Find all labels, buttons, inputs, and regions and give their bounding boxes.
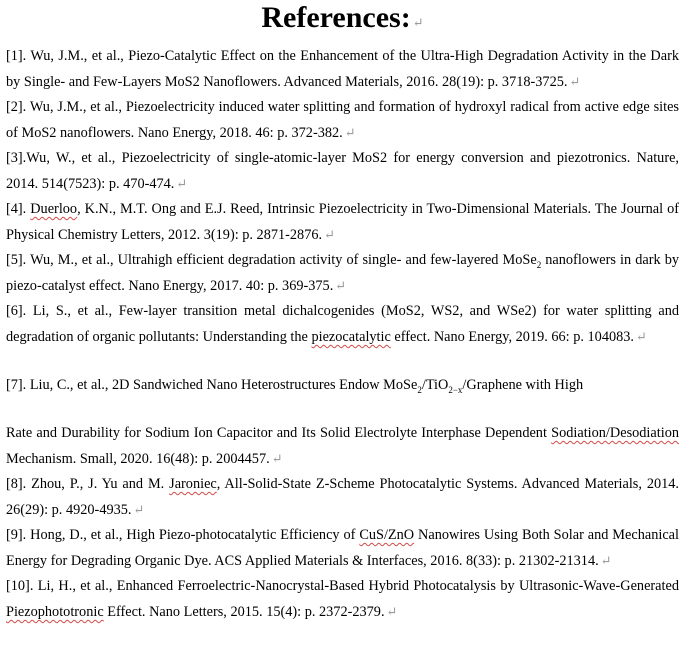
paragraph-mark-icon: ↵ (600, 553, 612, 568)
reference-item-9 (6, 523, 679, 574)
reference-text-end: , All-Solid-State Z-Scheme Photocatalytic Systems. Advanced Materials, 2014. 26(29): p. 4920-4935. (6, 476, 679, 518)
paragraph-mark-icon: ↵ (569, 74, 581, 89)
reference-text-end: nanoflowers in dark by piezo-catalyst effect. Nano Energy, 2017. 40: p. 369-375. (6, 252, 679, 294)
reference-text-start: [4]. (6, 201, 31, 217)
reference-text: [3].Wu, W., et al., Piezoelectricity of single-atomic-layer MoS2 for energy conversion and piezotronics. Nature, 2014. 514(7523): p. 470-474. (6, 150, 679, 192)
reference-text-line2: Rate and Durability for Sodium Ion Capacitor and Its Solid Electrolyte Interphase Dependent (6, 425, 547, 441)
reference-text-part3: /Graphene with High (462, 377, 584, 393)
spellcheck-word: Duerloo (30, 201, 78, 217)
reference-text: [2]. Wu, J.M., et al., Piezoelectricity induced water splitting and formation of hydroxyl radical from active edge sites of MoS2 nanoflowers. Nano Energy, 2018. 46: p. 372-382. (6, 99, 679, 141)
reference-text: [1]. Wu, J.M., et al., Piezo-Catalytic Effect on the Enhancement of the Ultra-High Degradation Activity in the Dark by Single- and Few-Layers MoS2 Nanoflowers. Advanced Materials, 2016. 28(19): p. 3718-3725. (6, 48, 679, 90)
reference-text-end: , K.N., M.T. Ong and E.J. Reed, Intrinsic Piezoelectricity in Two-Dimensional Materials. The Journal of Physical Chemistry Letters, 2012. 3(19): p. 2871-2876. (6, 201, 679, 243)
reference-item-6 (6, 299, 679, 350)
paragraph-mark-icon: ↵ (335, 278, 347, 293)
reference-text-end: Mechanism. Small, 2020. 16(48): p. 2004457. (6, 451, 270, 467)
reference-item-5 (6, 248, 679, 299)
reference-item-4 (6, 197, 679, 248)
spellcheck-word: Piezophototronic (6, 604, 104, 620)
reference-item-3 (6, 146, 679, 197)
reference-text-part2: /TiO (421, 377, 449, 393)
paragraph-mark-icon: ↵ (636, 329, 647, 344)
subscript: 2−x (448, 384, 463, 395)
reference-item-8 (6, 472, 679, 523)
reference-text-start: [5]. Wu, M., et al., Ultrahigh efficient degradation activity of single- and few-layered MoSe (6, 252, 537, 268)
references-heading (6, 0, 679, 40)
reference-item-2 (6, 95, 679, 146)
spellcheck-word: piezocatalytic (311, 329, 391, 345)
paragraph-mark-icon: ↵ (386, 604, 398, 619)
reference-item-1 (6, 44, 679, 95)
reference-text-part1: [7]. Liu, C., et al., 2D Sandwiched Nano Heterostructures Endow MoSe (6, 377, 418, 393)
paragraph-mark-icon: ↵ (324, 227, 335, 242)
reference-text-end: Nanowires Using Both Solar and Mechanical Energy for Degrading Organic Dye. ACS Applied Materials & Interfaces, 2016. 8(33): p. 21302-21314. (6, 527, 679, 569)
paragraph-mark-icon: ↵ (412, 15, 424, 30)
subscript: 2 (536, 259, 542, 270)
reference-text-end: effect. Nano Energy, 2019. 66: p. 104083. (390, 329, 634, 345)
reference-item-10 (6, 574, 679, 625)
spellcheck-word: Jaroniec (169, 476, 217, 492)
paragraph-mark-icon: ↵ (344, 125, 356, 140)
spellcheck-word: CuS/ZnO (359, 527, 415, 543)
reference-text-end: Effect. Nano Letters, 2015. 15(4): p. 2372-2379. (103, 604, 385, 620)
reference-item-7-continued (6, 421, 679, 472)
reference-text-start: [10]. Li, H., et al., Enhanced Ferroelectric-Nanocrystal-Based Hybrid Photocatalysis by Ultrasonic-Wave-Generated (6, 578, 679, 594)
reference-text-start: [6]. Li, S., et al., Few-layer transition metal dichalcogenides (MoS2, WS2, and WSe2) for water splitting and degradation of organic pollutants: Understanding the (6, 303, 679, 345)
paragraph-mark-icon: ↵ (133, 502, 145, 517)
spellcheck-word: Sodiation/Desodiation (551, 425, 679, 441)
heading-text: References: (261, 1, 411, 34)
reference-text-start: [8]. Zhou, P., J. Yu and M. (6, 476, 170, 492)
paragraph-mark-icon: ↵ (176, 176, 188, 191)
reference-list (6, 44, 679, 625)
reference-text-start: [9]. Hong, D., et al., High Piezo-photocatalytic Efficiency of (6, 527, 360, 543)
paragraph-mark-icon: ↵ (271, 451, 283, 466)
subscript: 2 (417, 384, 422, 395)
reference-item-7 (6, 373, 679, 398)
